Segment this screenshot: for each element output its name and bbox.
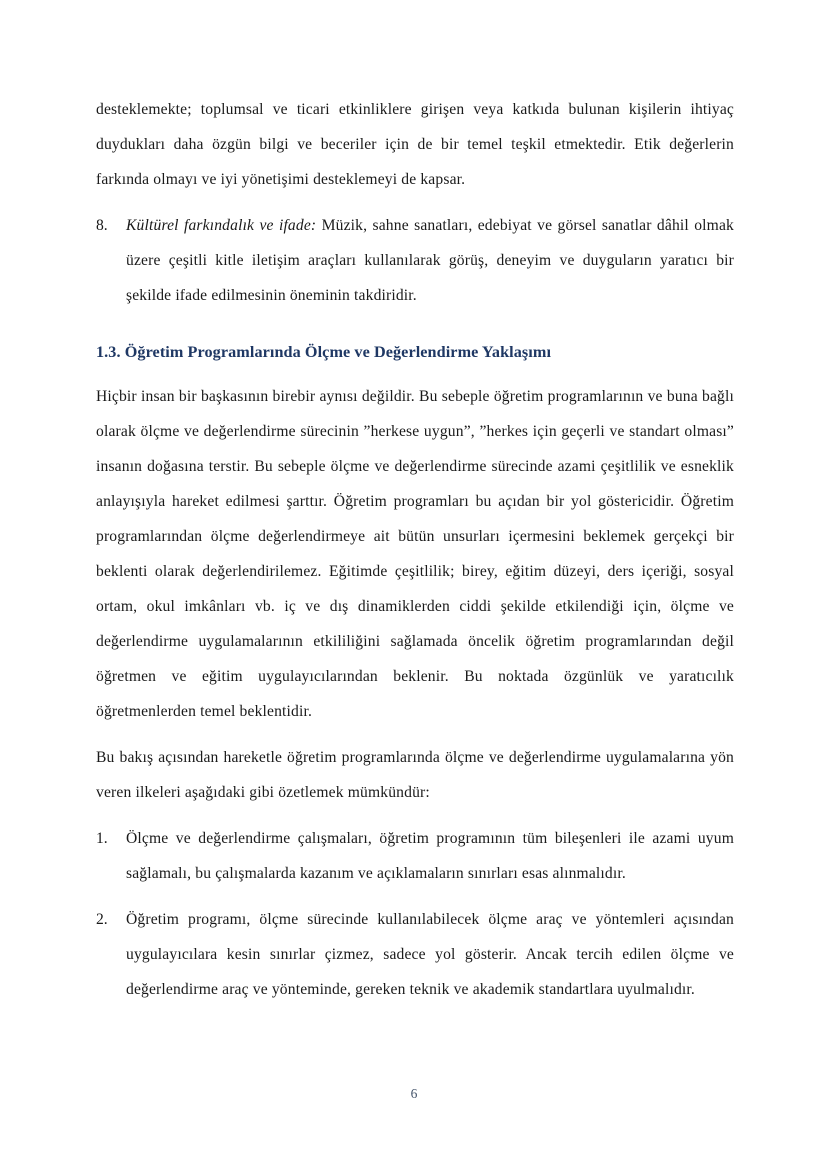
list-item-text: Öğretim programı, ölçme sürecinde kullanılabilecek ölçme araç ve yöntemleri açısından uygulayıcılara kesin sınırlar çizmez, sadece yol gösterir. Ancak tercih edilen ölçme ve değerlendirme araç ve yönteminde, gereken teknik ve akademik standartlara uyulmalıdır. [126,911,734,998]
page-footer [0,1085,828,1103]
list-marker: 8. [96,217,108,234]
page-number: 6 [410,1086,418,1101]
list-item-body-text: Müzik, sahne sanatları, edebiyat ve görsel sanatlar dâhil olmak üzere çeşitli kitle iletişim araçları kullanılarak görüş, deneyim ve duyguların yaratıcı bir şekilde ifade edilmesinin öneminin takdiridir. [126,217,734,304]
list-item-principle-2 [96,902,734,1007]
continuation-paragraph: desteklemekte; toplumsal ve ticari etkinliklere girişen veya katkıda bulunan kişilerin ihtiyaç duydukları daha özgün bilgi ve beceriler için de bir temel teşkil etmektedir. Etik değerlerin farkında olmayı ve iyi yönetişimi desteklemeyi de kapsar. [96,101,734,188]
page-content [96,92,734,1007]
body-paragraph-2: Bu bakış açısından hareketle öğretim programlarında ölçme ve değerlendirme uygulamalarına yön veren ilkeleri aşağıdaki gibi özetlemek mümkündür: [96,749,734,801]
list-item-competency-8 [96,208,734,313]
list-item-text [126,208,734,313]
list-marker: 1. [96,830,108,847]
list-item-text: Ölçme ve değerlendirme çalışmaları, öğretim programının tüm bileşenleri ile azami uyum sağlamalı, bu çalışmalarda kazanım ve açıklamaların sınırları esas alınmalıdır. [126,830,734,882]
list-marker: 2. [96,911,108,928]
list-item-principle-1 [96,821,734,891]
section-heading-1-3: 1.3. Öğretim Programlarında Ölçme ve Değerlendirme Yaklaşımı [96,343,552,361]
list-item-lead-term: Kültürel farkındalık ve ifade: [126,217,317,234]
body-paragraph-1: Hiçbir insan bir başkasının birebir aynısı değildir. Bu sebeple öğretim programlarının ve buna bağlı olarak ölçme ve değerlendirme sürecinin ”herkese uygun”, ”herkes için geçerli ve standart olması” insanın doğasına terstir. Bu sebeple ölçme ve değerlendirme sürecinde azami çeşitlilik ve esneklik anlayışıyla hareket edilmesi şarttır. Öğretim programları bu açıdan bir yol göstericidir. Öğretim programlarından ölçme değerlendirmeye ait bütün unsurları içermesini beklemek gerçekçi bir beklenti olarak değerlendirilemez. Eğitimde çeşitlilik; birey, eğitim düzeyi, ders içeriği, sosyal ortam, okul imkânları vb. iç ve dış dinamiklerden ciddi şekilde etkilendiği için, ölçme ve değerlendirme uygulamalarının etkililiğini sağlamada öncelik öğretim programlarından değil öğretmen ve eğitim uygulayıcılarından beklenir. Bu noktada özgünlük ve yaratıcılık öğretmenlerden temel beklentidir. [96,388,734,720]
